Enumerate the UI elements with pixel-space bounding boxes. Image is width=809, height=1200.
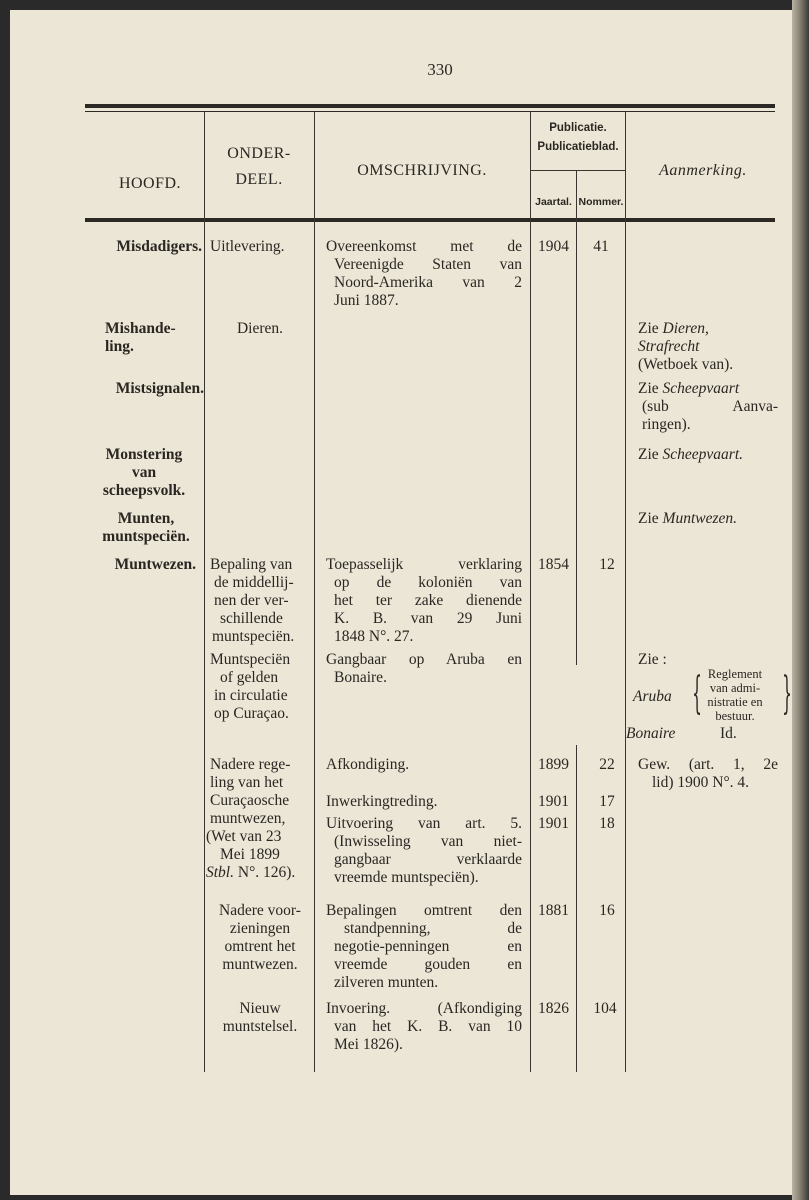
aanmerking-gew (638, 756, 778, 792)
header-aanmerking: Aanmerking. (659, 162, 747, 179)
aanm-ref: Scheepvaart (662, 380, 740, 397)
column-line-2 (314, 112, 315, 1072)
jaartal-invoering: 1826 (538, 1000, 569, 1017)
header-onderdeel (206, 145, 312, 189)
onderdeel-bepaling (210, 556, 312, 646)
hoofd-muntwezen: Muntwezen. (114, 556, 196, 573)
reglement-line: van admi- (709, 681, 761, 695)
aanm-zie: Zie (638, 446, 659, 463)
onder-line: Muntspeciën (210, 651, 291, 668)
header-onderdeel-line1: ONDER- (227, 145, 291, 162)
omsch-line: (Inwisseling van niet- (334, 833, 522, 850)
column-line-1 (204, 112, 205, 1072)
omschrijving-inwerkingtreding: Inwerkingtreding. (326, 793, 438, 810)
hoofd-line: Mishande- (105, 320, 176, 337)
header-omschrijving: OMSCHRIJVING. (357, 162, 487, 179)
omschrijving-muntspecien (326, 651, 522, 687)
onder-line: Nieuw (239, 1000, 281, 1017)
header-hoofd: HOOFD. (118, 175, 182, 192)
omsch-line: Overeenkomst met de (326, 238, 522, 255)
aanm-tail: (sub Aanva- (642, 398, 778, 415)
omsch-line: Bepalingen omtrent den (326, 902, 522, 919)
onder-line: muntstelsel. (222, 1018, 298, 1035)
onderdeel-dieren: Dieren. (236, 320, 284, 337)
onderdeel-uitlevering: Uitlevering. (210, 238, 285, 255)
onderdeel-nadere-voorzieningen (206, 902, 314, 974)
reglement-line: bestuur. (715, 709, 755, 723)
onder-line: Bepaling van (210, 556, 293, 573)
onder-line: Mei 1899 (220, 846, 280, 863)
jaartal-bepalingen: 1881 (538, 902, 569, 919)
omschrijving-uitvoering (326, 815, 522, 887)
jaartal-bepaling: 1854 (538, 556, 569, 573)
onderdeel-nieuw-muntstelsel (206, 1000, 314, 1036)
omsch-line: vreemde gouden en (334, 956, 522, 973)
aanm-aruba: Aruba (633, 688, 672, 705)
header-jaartal: Jaartal. (535, 196, 572, 208)
omschrijving-afkondiging: Afkondiging. (326, 756, 410, 773)
onder-line: in circulatie (214, 687, 288, 704)
header-publicatie: Publicatie. (549, 122, 607, 134)
omsch-line: Toepasselijk verklaring (326, 556, 522, 573)
omsch-line: Noord-Amerika van 2 (334, 274, 522, 291)
omsch-line: vreemde muntspeciën). (334, 869, 479, 886)
omsch-line: 1848 N°. 27. (334, 628, 414, 645)
omsch-line: op de koloniën van (334, 574, 522, 591)
jaartal-uitvoering: 1901 (538, 815, 569, 832)
aanm-zie-colon: Zie : (638, 651, 667, 668)
nommer-afkondiging: 22 (599, 756, 615, 773)
omsch-line: Uitvoering van art. 5. (326, 815, 522, 832)
omsch-line: Gangbaar op Aruba en (326, 651, 522, 668)
aanm-zie: Zie (638, 380, 659, 397)
omsch-line: K. B. van 29 Juni (334, 610, 522, 627)
publicatie-subrule (531, 170, 625, 171)
hoofd-munten (90, 510, 202, 546)
aanm-reglement (692, 667, 778, 723)
aanmerking-munten (638, 510, 778, 528)
aanmerking-monstering (638, 446, 778, 464)
right-brace: } (782, 668, 792, 719)
onder-line: zieningen (229, 920, 291, 937)
aanm-bonaire: Bonaire (626, 725, 676, 742)
omsch-line: gangbaar verklaarde (334, 851, 522, 868)
aanm-ref: Strafrecht (638, 338, 700, 355)
nommer-bepaling: 12 (599, 556, 615, 573)
hoofd-line: muntspeciën. (102, 528, 190, 545)
aanm-id: Id. (720, 725, 737, 742)
column-line-3 (530, 112, 531, 1072)
onder-line: Nadere rege- (210, 756, 291, 773)
jaartal-afkondiging: 1899 (538, 756, 569, 773)
aanm-tail: (Wetboek van). (638, 356, 734, 373)
omschrijving-misdadigers (326, 238, 522, 310)
omschrijving-bepaling (326, 556, 522, 646)
header-onderdeel-line2: DEEL. (235, 171, 283, 188)
hoofd-monstering (90, 446, 198, 500)
onder-line: omtrent het (224, 938, 296, 955)
omsch-line: zilveren munten. (334, 974, 439, 991)
aanm-ref: Dieren, (662, 320, 709, 337)
onder-line: de middellij- (214, 574, 294, 591)
header-rule (85, 218, 775, 222)
stbl-abbrev: Stbl. (206, 864, 234, 881)
hoofd-line: scheepsvolk. (102, 482, 186, 499)
onder-line: muntspeciën. (212, 628, 295, 645)
omsch-line: Invoering. (Afkondiging (326, 1000, 522, 1017)
onder-line: muntwezen. (222, 956, 298, 973)
omsch-line: Juni 1887. (334, 292, 399, 309)
header-publicatieblad: Publicatieblad. (537, 141, 619, 153)
omschrijving-bepalingen (326, 902, 522, 992)
omsch-line: negotie-penningen en (334, 938, 522, 955)
aanm-line: Gew. (art. 1, 2e (638, 756, 778, 773)
top-rule (85, 104, 775, 108)
nommer-inwerkingtreding: 17 (599, 793, 615, 810)
aanm-ref: Scheepvaart. (662, 446, 744, 463)
nommer-bepalingen: 16 (599, 902, 615, 919)
column-line-5 (625, 112, 626, 1072)
aanmerking-mistsignalen (638, 380, 778, 434)
hoofd-mistsignalen: Mistsignalen. (115, 380, 204, 397)
hoofd-line: van (131, 464, 157, 481)
hoofd-line: ling. (105, 338, 134, 355)
onder-line: op Curaçao. (214, 705, 289, 722)
onder-line: Curaçaosche (210, 792, 290, 809)
hoofd-line: Munten, (117, 510, 175, 527)
stbl-rest: N°. 126). (237, 864, 296, 881)
nommer-invoering: 104 (593, 1000, 617, 1017)
aanmerking-mishandeling (638, 320, 783, 374)
left-brace: { (692, 668, 702, 719)
aanm-line: lid) 1900 N°. 4. (652, 774, 750, 791)
onderdeel-nadere-regeling (206, 756, 314, 882)
aanm-zie: Zie (638, 320, 659, 337)
jaartal-misdadigers: 1904 (538, 238, 569, 255)
onder-line: schillende (220, 610, 283, 627)
hoofd-line: Monstering (105, 446, 183, 463)
hoofd-misdadigers: Misdadigers. (116, 238, 202, 255)
omsch-line: standpenning, de (344, 920, 522, 937)
onderdeel-muntspecien (210, 651, 312, 723)
omsch-line: Mei 1826). (334, 1036, 403, 1053)
nommer-uitvoering: 18 (599, 815, 615, 832)
onder-line: of gelden (220, 669, 279, 686)
onder-line: ling van het (210, 774, 284, 791)
jaartal-inwerkingtreding: 1901 (538, 793, 569, 810)
page-number: 330 (427, 60, 453, 79)
omsch-line: het ter zake dienende (334, 592, 522, 609)
hoofd-mishandeling (90, 320, 207, 356)
aanm-tail: ringen). (642, 416, 691, 433)
reglement-line: nistratie en (707, 695, 763, 709)
nommer-misdadigers: 41 (593, 238, 609, 255)
omsch-line: van het K. B. van 10 (334, 1018, 522, 1035)
aanm-ref: Muntwezen. (662, 510, 738, 527)
onder-line: nen der ver- (214, 592, 289, 609)
header-nommer: Nommer. (578, 196, 624, 208)
top-rule-thin (85, 111, 775, 112)
omsch-line: Vereenigde Staten van (334, 256, 522, 273)
omsch-line: Bonaire. (334, 669, 387, 686)
book-spine (792, 0, 809, 1200)
reglement-line: Reglement (707, 667, 763, 681)
onder-line: (Wet van 23 (206, 828, 282, 845)
onder-line: Nadere voor- (219, 902, 301, 919)
omschrijving-invoering (326, 1000, 522, 1054)
onder-line: muntwezen, (210, 810, 286, 827)
aanm-zie: Zie (638, 510, 659, 527)
